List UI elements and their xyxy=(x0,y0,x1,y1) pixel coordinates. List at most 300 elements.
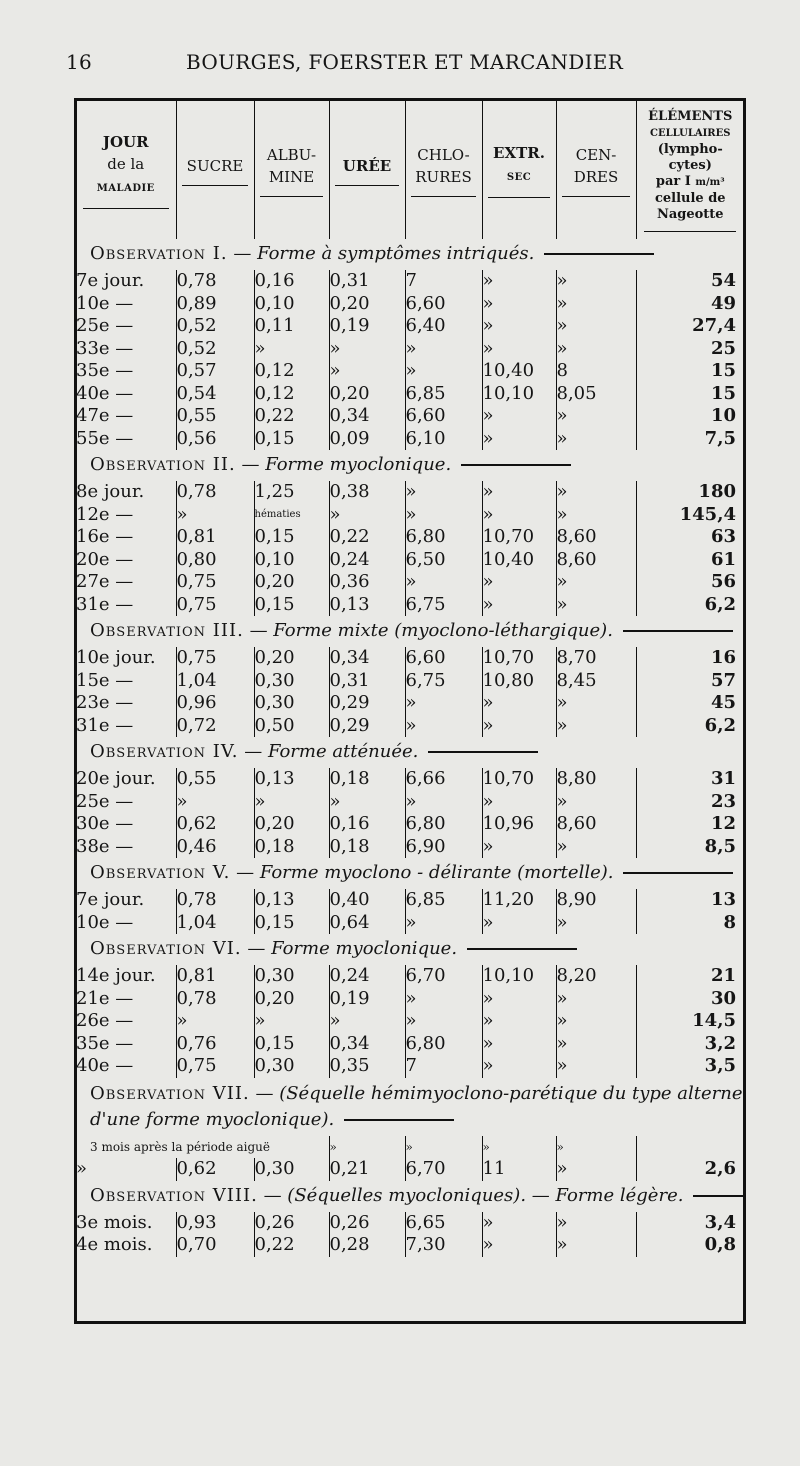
table-cell: 0,35 xyxy=(329,1055,405,1078)
day-cell: 10e — xyxy=(76,292,134,314)
table-cell: 0,26 xyxy=(254,1212,329,1235)
table-cell: » xyxy=(482,315,556,338)
table-cell: 6,66 xyxy=(405,768,482,791)
observation-rule xyxy=(623,630,733,632)
table-cell: » xyxy=(556,428,636,451)
table-cell: 0,93 xyxy=(176,1212,254,1235)
table-row xyxy=(76,1033,744,1056)
table-cell: » xyxy=(405,715,482,738)
table-cell: 0,22 xyxy=(254,1234,329,1257)
table-cell: 0,20 xyxy=(329,293,405,316)
table-cell: 8,60 xyxy=(556,549,636,572)
table-cell: » xyxy=(482,405,556,428)
observation-dash: — xyxy=(236,862,255,884)
table-row xyxy=(76,813,744,836)
table-cell: » xyxy=(482,912,556,935)
table-cell: 0,18 xyxy=(329,768,405,791)
observation-note: 3 mois après la période aiguë xyxy=(90,1139,270,1154)
day-cell: 27e — xyxy=(76,571,134,592)
col-header-sucre: SUCRE xyxy=(176,101,254,239)
table-cell: » xyxy=(556,504,636,527)
table-cell: 0,12 xyxy=(254,383,329,406)
table-cell: » xyxy=(556,692,636,715)
table-cell: » xyxy=(556,293,636,316)
table-cell: » xyxy=(556,481,636,504)
table-cell: 8,90 xyxy=(556,889,636,912)
day-cell: 10e — xyxy=(76,911,134,933)
observation-form: Forme myoclonique. xyxy=(271,938,458,960)
table-cell: » xyxy=(556,988,636,1011)
observation-form: Forme mixte (myoclono-léthargique). xyxy=(273,620,613,642)
table-cell: 0,78 xyxy=(176,481,254,504)
table-cell: » xyxy=(482,504,556,527)
table-cell: » xyxy=(329,1010,405,1033)
table-cell: 0,10 xyxy=(254,293,329,316)
table-cell: » xyxy=(482,1212,556,1235)
table-cell: 0,13 xyxy=(254,768,329,791)
table-cell: 6,40 xyxy=(405,315,482,338)
table-cell: 0,20 xyxy=(254,988,329,1011)
table-cell: 0,89 xyxy=(176,293,254,316)
table-cell: 0,81 xyxy=(176,965,254,988)
table-cell: » xyxy=(556,1055,636,1078)
observation-dash: — xyxy=(255,1082,274,1104)
table-cell: 0,26 xyxy=(329,1212,405,1235)
col-header-albumine: ALBU- MINE xyxy=(254,101,329,239)
day-cell: 7e jour. xyxy=(76,270,145,291)
observation-label: Observation VIII. xyxy=(90,1184,258,1206)
table-cell: » xyxy=(556,1033,636,1056)
table-cell: 0,40 xyxy=(329,889,405,912)
observation-label: Observation VI. xyxy=(90,938,242,960)
table-cell: 0,15 xyxy=(254,594,329,617)
observation-heading xyxy=(76,1181,744,1212)
table-cell: 63 xyxy=(636,526,744,549)
table-cell: 10,10 xyxy=(482,383,556,406)
table-cell: 1,25 xyxy=(254,481,329,504)
table-cell: 6,85 xyxy=(405,383,482,406)
day-cell: 47e — xyxy=(76,405,134,426)
day-cell: 26e — xyxy=(76,1010,134,1031)
table-row xyxy=(76,549,744,572)
table-cell: » xyxy=(482,1055,556,1078)
table-cell: 0,46 xyxy=(176,836,254,859)
table-cell: 0,62 xyxy=(176,1158,254,1181)
table-row xyxy=(76,504,744,527)
table-cell: 0,8 xyxy=(636,1234,744,1257)
table-cell: 0,18 xyxy=(254,836,329,859)
table-cell: 8,05 xyxy=(556,383,636,406)
table-cell: 23 xyxy=(636,791,744,814)
table-cell: 1,04 xyxy=(176,912,254,935)
table-cell: 0,20 xyxy=(254,813,329,836)
table-cell: 7 xyxy=(405,1055,482,1078)
observation-heading xyxy=(76,616,744,647)
day-cell: 4e mois. xyxy=(76,1234,153,1255)
table-cell: » xyxy=(254,338,329,361)
table-cell: 0,13 xyxy=(254,889,329,912)
observation-label: Observation II. xyxy=(90,454,236,476)
table-cell: 180 xyxy=(636,481,744,504)
running-title: BOURGES, FOERSTER ET MARCANDIER xyxy=(186,50,624,74)
table-cell: » xyxy=(176,1010,254,1033)
table-cell: 0,64 xyxy=(329,912,405,935)
day-cell: 55e — xyxy=(76,427,134,449)
table-cell: » xyxy=(482,1136,556,1159)
observation-form: (Séquelle hémimyoclono-parétique du type alterne d'une forme myoclonique). xyxy=(90,1082,743,1130)
table-row xyxy=(76,360,744,383)
table-cell: » xyxy=(556,1234,636,1257)
table-cell: 3,2 xyxy=(636,1033,744,1056)
observation-form: Forme atténuée. xyxy=(267,741,419,763)
table-cell: 54 xyxy=(636,270,744,293)
table-cell: 0,11 xyxy=(254,315,329,338)
col-header-extr: EXTR. SEC xyxy=(482,101,556,239)
table-cell: » xyxy=(405,571,482,594)
day-cell: 10e jour. xyxy=(76,647,156,668)
table-cell: 8 xyxy=(636,912,744,935)
table-cell: 6,60 xyxy=(405,647,482,670)
day-cell: 25e — xyxy=(76,790,134,812)
day-cell: 8e jour. xyxy=(76,481,145,502)
day-cell: 31e — xyxy=(76,593,134,615)
table-cell: » xyxy=(405,1010,482,1033)
day-cell: 33e — xyxy=(76,337,134,359)
table-cell: 31 xyxy=(636,768,744,791)
observation-heading xyxy=(76,737,744,768)
observation-heading xyxy=(76,450,744,481)
table-cell: » xyxy=(329,360,405,383)
table-cell: 10,10 xyxy=(482,965,556,988)
table-cell: » xyxy=(482,988,556,1011)
table-cell: hématies xyxy=(254,504,329,527)
table-cell: 0,18 xyxy=(329,836,405,859)
table-cell: 6,80 xyxy=(405,1033,482,1056)
table-row xyxy=(76,670,744,693)
col-header-cendres: CEN- DRES xyxy=(556,101,636,239)
table-cell: » xyxy=(482,836,556,859)
table-cell: » xyxy=(482,293,556,316)
table-cell: 145,4 xyxy=(636,504,744,527)
day-cell: 14e jour. xyxy=(76,965,156,986)
table-cell: » xyxy=(329,791,405,814)
table-row xyxy=(76,481,744,504)
table-row xyxy=(76,647,744,670)
table-cell: » xyxy=(556,405,636,428)
table-cell: » xyxy=(556,791,636,814)
table-cell: 25 xyxy=(636,338,744,361)
table-cell: 1,04 xyxy=(176,670,254,693)
table-cell: 0,12 xyxy=(254,360,329,383)
table-cell: 0,30 xyxy=(254,965,329,988)
day-cell: 30e — xyxy=(76,813,134,834)
table-cell: 0,54 xyxy=(176,383,254,406)
table-cell: 0,34 xyxy=(329,1033,405,1056)
table-cell: 0,20 xyxy=(329,383,405,406)
table-cell: » xyxy=(176,791,254,814)
table-cell: 6,70 xyxy=(405,965,482,988)
table-cell: 6,65 xyxy=(405,1212,482,1235)
table-cell: 0,52 xyxy=(176,338,254,361)
table-cell: 0,20 xyxy=(254,647,329,670)
table-row xyxy=(76,692,744,715)
table-cell: 0,34 xyxy=(329,647,405,670)
table-cell: 15 xyxy=(636,360,744,383)
table-row xyxy=(76,1212,744,1235)
table-cell: 13 xyxy=(636,889,744,912)
table-cell: 6,75 xyxy=(405,670,482,693)
day-cell: 15e — xyxy=(76,669,134,691)
table-cell: 6,90 xyxy=(405,836,482,859)
table-cell: 10,70 xyxy=(482,768,556,791)
col-header-elements: ÉLÉMENTS CELLULAIRES (lympho- cytes) par I m/m³ cellule de Nageotte xyxy=(636,101,744,239)
table-cell: » xyxy=(405,692,482,715)
table-cell: 6,80 xyxy=(405,526,482,549)
observation-rule xyxy=(693,1195,744,1197)
observation-rule xyxy=(544,253,654,255)
table-cell: » xyxy=(556,836,636,859)
observation-heading xyxy=(76,1078,744,1136)
table-cell: 0,24 xyxy=(329,549,405,572)
day-cell: 7e jour. xyxy=(76,889,145,910)
observation-heading xyxy=(76,239,744,270)
observation-form: Forme myoclonique. xyxy=(265,454,452,476)
observation-label: Observation VII. xyxy=(90,1082,250,1104)
table-cell: 30 xyxy=(636,988,744,1011)
table-cell: » xyxy=(556,315,636,338)
table-cell: 0,38 xyxy=(329,481,405,504)
table-cell: 0,13 xyxy=(329,594,405,617)
table-cell: 7,5 xyxy=(636,428,744,451)
table-cell: 7 xyxy=(405,270,482,293)
table-cell: 0,16 xyxy=(254,270,329,293)
table-cell: » xyxy=(405,481,482,504)
table-row xyxy=(76,526,744,549)
observation-dash: — xyxy=(241,454,260,476)
table-cell: » xyxy=(329,1136,405,1159)
table-cell: 0,10 xyxy=(254,549,329,572)
table-cell: » xyxy=(556,1212,636,1235)
day-cell: 21e — xyxy=(76,987,134,1009)
day-cell: 40e — xyxy=(76,1055,134,1076)
day-cell: 12e — xyxy=(76,503,134,525)
table-cell: » xyxy=(254,1010,329,1033)
table-cell: 6,50 xyxy=(405,549,482,572)
table-cell: 0,75 xyxy=(176,647,254,670)
table-cell: 0,20 xyxy=(254,571,329,594)
table-row xyxy=(76,1055,744,1078)
table-cell: 6,80 xyxy=(405,813,482,836)
table-cell: 0,78 xyxy=(176,270,254,293)
table-cell: 0,30 xyxy=(254,1055,329,1078)
table-cell: 11 xyxy=(482,1158,556,1181)
table-cell: 0,29 xyxy=(329,692,405,715)
day-cell: 25e — xyxy=(76,315,134,336)
day-cell: 20e jour. xyxy=(76,768,156,789)
table-cell: 0,56 xyxy=(176,428,254,451)
day-cell: 20e — xyxy=(76,548,134,570)
table-cell: 11,20 xyxy=(482,889,556,912)
table-cell: 8,20 xyxy=(556,965,636,988)
table-cell: 10 xyxy=(636,405,744,428)
col-header-jour: JOUR de la MALADIE xyxy=(76,101,176,239)
table-cell: » xyxy=(482,338,556,361)
table-cell: » xyxy=(482,1234,556,1257)
table-cell: 8,60 xyxy=(556,526,636,549)
table-cell: » xyxy=(556,715,636,738)
table-cell: » xyxy=(482,692,556,715)
table-row xyxy=(76,571,744,594)
table-row xyxy=(76,836,744,859)
table-cell: 0,76 xyxy=(176,1033,254,1056)
table-cell: 16 xyxy=(636,647,744,670)
table-cell: 61 xyxy=(636,549,744,572)
col-header-chlorures: CHLO- RURES xyxy=(405,101,482,239)
table-cell: 0,55 xyxy=(176,405,254,428)
observation-dash: — xyxy=(233,243,252,265)
table-cell: » xyxy=(556,594,636,617)
table-cell: 0,30 xyxy=(254,670,329,693)
table-row xyxy=(76,965,744,988)
table-header-row xyxy=(76,101,744,239)
observation-rule xyxy=(344,1119,454,1121)
table-cell: 0,57 xyxy=(176,360,254,383)
table-cell: 0,81 xyxy=(176,526,254,549)
table-cell: 3,5 xyxy=(636,1055,744,1078)
col-header-uree: URÉE xyxy=(329,101,405,239)
table-cell: 6,85 xyxy=(405,889,482,912)
table-cell: » xyxy=(482,571,556,594)
table-cell: 0,34 xyxy=(329,405,405,428)
table-row xyxy=(76,715,744,738)
table-cell: » xyxy=(482,594,556,617)
table-row xyxy=(76,1234,744,1257)
table-cell: » xyxy=(556,270,636,293)
table-cell: » xyxy=(556,1010,636,1033)
day-cell: 38e — xyxy=(76,835,134,857)
table-cell: » xyxy=(482,791,556,814)
table-row xyxy=(76,988,744,1011)
table-cell: 12 xyxy=(636,813,744,836)
table-cell: 7,30 xyxy=(405,1234,482,1257)
table-cell: » xyxy=(329,504,405,527)
table-cell: 0,22 xyxy=(329,526,405,549)
day-cell: 31e — xyxy=(76,714,134,736)
table-cell: » xyxy=(176,504,254,527)
observation-dash: — xyxy=(244,741,263,763)
day-cell: 3e mois. xyxy=(76,1211,153,1233)
observation-form: Forme à symptômes intriqués. xyxy=(257,243,535,265)
table-cell: » xyxy=(405,504,482,527)
table-cell: 0,15 xyxy=(254,526,329,549)
day-cell: 35e — xyxy=(76,360,134,381)
table-cell: » xyxy=(482,270,556,293)
table-cell: 45 xyxy=(636,692,744,715)
table-cell: 6,60 xyxy=(405,405,482,428)
day-cell: 35e — xyxy=(76,1032,134,1054)
observation-label: Observation III. xyxy=(90,620,244,642)
table-cell: » xyxy=(482,1010,556,1033)
table-cell: 0,78 xyxy=(176,988,254,1011)
table-row xyxy=(76,270,744,293)
table-cell: 57 xyxy=(636,670,744,693)
table-cell: » xyxy=(405,912,482,935)
table-cell: 8,80 xyxy=(556,768,636,791)
table-cell: » xyxy=(405,1136,482,1159)
observation-heading xyxy=(76,858,744,889)
table-cell: 14,5 xyxy=(636,1010,744,1033)
table-cell: 0,21 xyxy=(329,1158,405,1181)
observation-rule xyxy=(623,872,733,874)
observation-dash: — xyxy=(249,620,268,642)
table-cell: 15 xyxy=(636,383,744,406)
table-cell: 0,75 xyxy=(176,571,254,594)
observation-rule xyxy=(467,948,577,950)
table-cell: 0,72 xyxy=(176,715,254,738)
table-cell: 0,75 xyxy=(176,1055,254,1078)
table-cell: 10,40 xyxy=(482,549,556,572)
table-cell: 2,6 xyxy=(636,1158,744,1181)
table-cell: » xyxy=(556,338,636,361)
table-cell: 0,15 xyxy=(254,912,329,935)
table-cell: 0,96 xyxy=(176,692,254,715)
table-cell: 0,29 xyxy=(329,715,405,738)
day-cell: 40e — xyxy=(76,382,134,404)
observation-form: Forme myoclono - délirante (mortelle). xyxy=(259,862,614,884)
table-cell: 0,30 xyxy=(254,1158,329,1181)
table-cell: » xyxy=(329,338,405,361)
table-cell: 0,55 xyxy=(176,768,254,791)
observation-heading xyxy=(76,934,744,965)
table-cell: 10,96 xyxy=(482,813,556,836)
table-cell: » xyxy=(556,1136,636,1159)
table-cell: » xyxy=(482,481,556,504)
day-cell: 16e — xyxy=(76,526,134,547)
table-cell: 10,70 xyxy=(482,526,556,549)
observation-rule xyxy=(461,464,571,466)
table-cell: 0,22 xyxy=(254,405,329,428)
observation-dash: — xyxy=(247,938,266,960)
table-cell: » xyxy=(405,988,482,1011)
page-number: 16 xyxy=(66,50,93,74)
table-cell: 10,70 xyxy=(482,647,556,670)
table-cell: 6,2 xyxy=(636,715,744,738)
table-cell: » xyxy=(556,912,636,935)
day-cell: 23e — xyxy=(76,692,134,713)
observation-label: Observation V. xyxy=(90,862,231,884)
table-cell: 0,52 xyxy=(176,315,254,338)
table-cell: 3,4 xyxy=(636,1212,744,1235)
observation-rule xyxy=(428,751,538,753)
table-cell: 0,36 xyxy=(329,571,405,594)
day-cell: » xyxy=(76,1158,88,1179)
table-row xyxy=(76,791,744,814)
table-cell: 0,50 xyxy=(254,715,329,738)
table-row xyxy=(76,315,744,338)
table-cell: 0,28 xyxy=(329,1234,405,1257)
table-row xyxy=(76,428,744,451)
observation-label: Observation IV. xyxy=(90,741,239,763)
table-cell: 8 xyxy=(556,360,636,383)
table-cell: 6,75 xyxy=(405,594,482,617)
table-cell: 0,75 xyxy=(176,594,254,617)
table-cell: 0,15 xyxy=(254,428,329,451)
table-cell: 0,19 xyxy=(329,315,405,338)
table-cell: » xyxy=(556,1158,636,1181)
table-cell: » xyxy=(405,791,482,814)
table-row xyxy=(76,383,744,406)
table-row xyxy=(76,1010,744,1033)
